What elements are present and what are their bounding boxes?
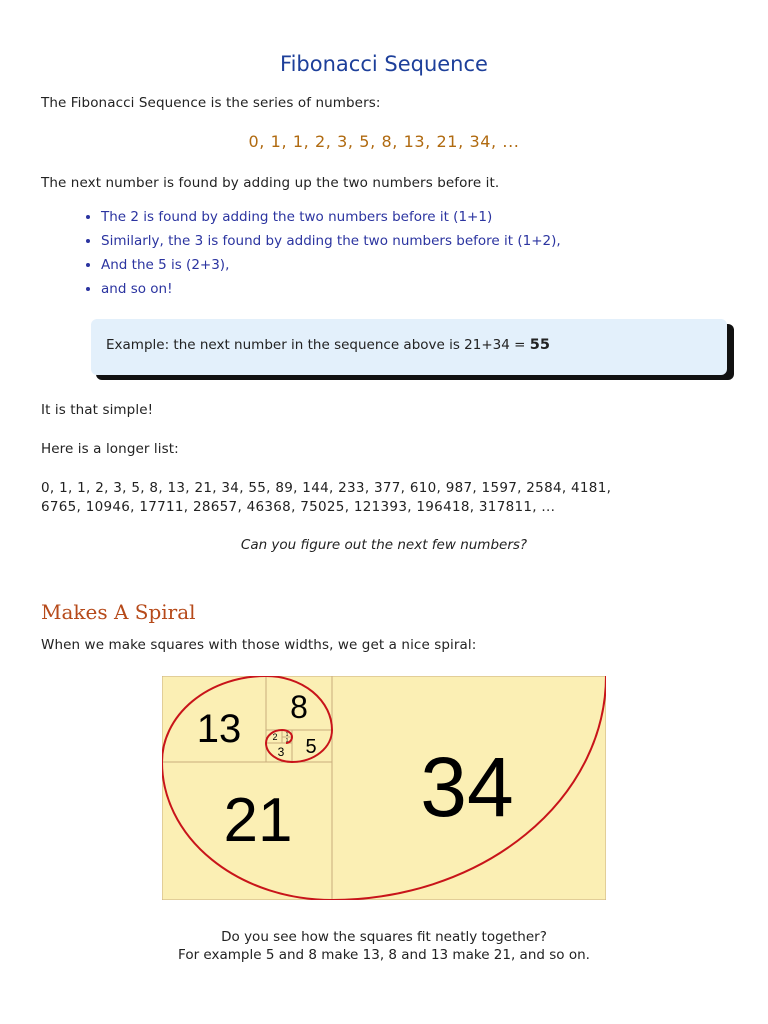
long-list — [41, 479, 731, 517]
rule-text: The next number is found by adding up the two numbers before it. — [41, 175, 500, 191]
long-list-line: 6765, 10946, 17711, 28657, 46368, 75025, 121393, 196418, 317811, ... — [41, 499, 556, 515]
section-title: Makes A Spiral — [41, 600, 196, 624]
square-label-5: 5 — [305, 736, 317, 758]
caption-line: Do you see how the squares fit neatly together? — [221, 929, 547, 945]
example-text: Example: the next number in the sequence above is 21+34 = — [106, 337, 530, 353]
list-item: • The 2 is found by adding the two numbers before it (1+1) — [101, 208, 561, 232]
square-label-1a: 1 — [285, 732, 289, 738]
square-label-13: 13 — [196, 707, 242, 751]
simple-text: It is that simple! — [41, 402, 154, 418]
fibonacci-spiral-diagram — [162, 676, 606, 900]
longer-label: Here is a longer list: — [41, 441, 179, 457]
example-box — [91, 319, 727, 375]
page-title: Fibonacci Sequence — [280, 52, 488, 76]
square-label-34: 34 — [420, 740, 514, 834]
caption-line: For example 5 and 8 make 13, 8 and 13 make 21, and so on. — [178, 947, 590, 963]
long-list-line: 0, 1, 1, 2, 3, 5, 8, 13, 21, 34, 55, 89, 144, 233, 377, 610, 987, 1597, 2584, 4181, — [41, 480, 612, 496]
square-label-8: 8 — [290, 689, 308, 725]
square-label-3: 3 — [277, 745, 285, 759]
square-label-1b: 1 — [285, 738, 289, 744]
square-label-2: 2 — [272, 732, 278, 742]
sequence-short: 0, 1, 1, 2, 3, 5, 8, 13, 21, 34, ... — [248, 132, 520, 151]
list-item: • And the 5 is (2+3), — [101, 256, 561, 280]
example-answer: 55 — [529, 337, 550, 353]
explanation-list — [84, 208, 561, 304]
question-text: Can you figure out the next few numbers? — [240, 537, 528, 553]
list-item: • Similarly, the 3 is found by adding the two numbers before it (1+2), — [101, 232, 561, 256]
list-item: • and so on! — [101, 280, 561, 304]
spiral-intro-text: When we make squares with those widths, we get a nice spiral: — [41, 637, 477, 653]
square-label-21: 21 — [223, 786, 293, 855]
intro-text: The Fibonacci Sequence is the series of numbers: — [41, 95, 381, 111]
